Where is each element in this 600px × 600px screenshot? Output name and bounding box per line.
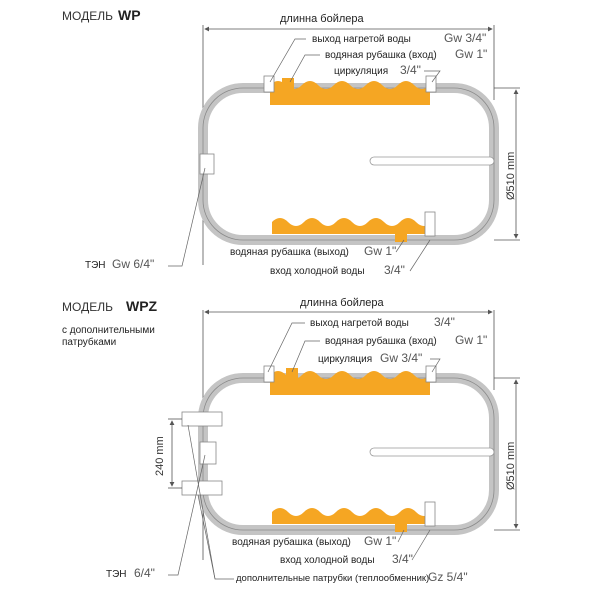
wpz-label-cold-in: вход холодной воды xyxy=(280,555,375,566)
wpz-label-circ: циркуляция xyxy=(318,354,373,365)
wp-label-jacket-in: водяная рубашка (вход) xyxy=(325,50,437,61)
wp-jacket-outlet-bottom xyxy=(395,228,407,242)
wpz-dia-label: Ø510 mm xyxy=(505,441,517,490)
wp-length-label: длинна бойлера xyxy=(280,13,364,25)
wpz-value-circ: Gw 3/4" xyxy=(380,351,423,365)
wp-nozzle-hot xyxy=(264,76,274,92)
wpz-model-code: WPZ xyxy=(126,298,158,314)
wp-label-circ: циркуляция xyxy=(334,66,389,77)
wp-model-code: WP xyxy=(118,7,141,23)
wpz-label-hot-out: выход нагретой воды xyxy=(310,318,409,329)
wp-dia-label: Ø510 mm xyxy=(505,151,517,200)
wpz-nozzle-cold xyxy=(425,502,435,526)
wp-section xyxy=(62,7,520,277)
wp-heater-port xyxy=(200,154,214,174)
wpz-value-cold-in: 3/4" xyxy=(392,552,413,566)
wp-nozzle-cold xyxy=(425,212,435,236)
wpz-subtitle-2: патрубками xyxy=(62,337,117,348)
wpz-jacket-inlet-top xyxy=(286,368,298,382)
wpz-leader-hot xyxy=(268,323,305,372)
wp-heater-label: ТЭН xyxy=(85,260,106,271)
wpz-heater-value: 6/4" xyxy=(134,566,155,580)
wp-value-jacket-in: Gw 1" xyxy=(455,47,488,61)
wpz-nozzle-hot xyxy=(264,366,274,382)
wp-label-jacket-out: водяная рубашка (выход) xyxy=(230,247,349,258)
wp-value-jacket-out: Gw 1" xyxy=(364,244,397,258)
wp-model-prefix: МОДЕЛЬ xyxy=(62,9,113,23)
wpz-section xyxy=(62,297,520,584)
wpz-value-jacket-in: Gw 1" xyxy=(455,333,488,347)
wpz-label-jacket-in: водяная рубашка (вход) xyxy=(325,336,437,347)
wpz-extra-port-top xyxy=(182,412,222,426)
wpz-thermometer-pipe xyxy=(370,448,494,456)
wpz-heater-port xyxy=(200,442,216,464)
wp-thermometer-pipe xyxy=(370,157,494,165)
wp-label-cold-in: вход холодной воды xyxy=(270,266,365,277)
wpz-model-prefix: МОДЕЛЬ xyxy=(62,300,113,314)
wp-jacket-inlet-top xyxy=(282,78,294,92)
wp-value-circ: 3/4" xyxy=(400,63,421,77)
wp-leader-hot xyxy=(270,39,306,82)
wpz-label-jacket-out: водяная рубашка (выход) xyxy=(232,537,351,548)
wpz-value-jacket-out: Gw 1" xyxy=(364,534,397,548)
wpz-leader-jacket-in xyxy=(292,341,320,372)
wp-leader-jacket-in xyxy=(290,55,320,82)
wpz-heater-label: ТЭН xyxy=(106,569,127,580)
wp-value-hot-out: Gw 3/4" xyxy=(444,31,487,45)
wp-value-cold-in: 3/4" xyxy=(384,263,405,277)
wpz-label-extra: дополнительные патрубки (теплообменник) xyxy=(236,573,430,584)
wpz-extra-port-bottom xyxy=(182,481,222,495)
wp-label-hot-out: выход нагретой воды xyxy=(312,34,411,45)
wpz-length-label: длинна бойлера xyxy=(300,297,384,309)
wpz-value-hot-out: 3/4" xyxy=(434,315,455,329)
wpz-jacket-outlet-bottom xyxy=(395,518,407,532)
wpz-value-extra: Gz 5/4" xyxy=(428,570,468,584)
wpz-spacing-label: 240 mm xyxy=(154,436,166,476)
wpz-subtitle-1: с дополнительными xyxy=(62,325,155,336)
wp-heater-value: Gw 6/4" xyxy=(112,257,155,271)
